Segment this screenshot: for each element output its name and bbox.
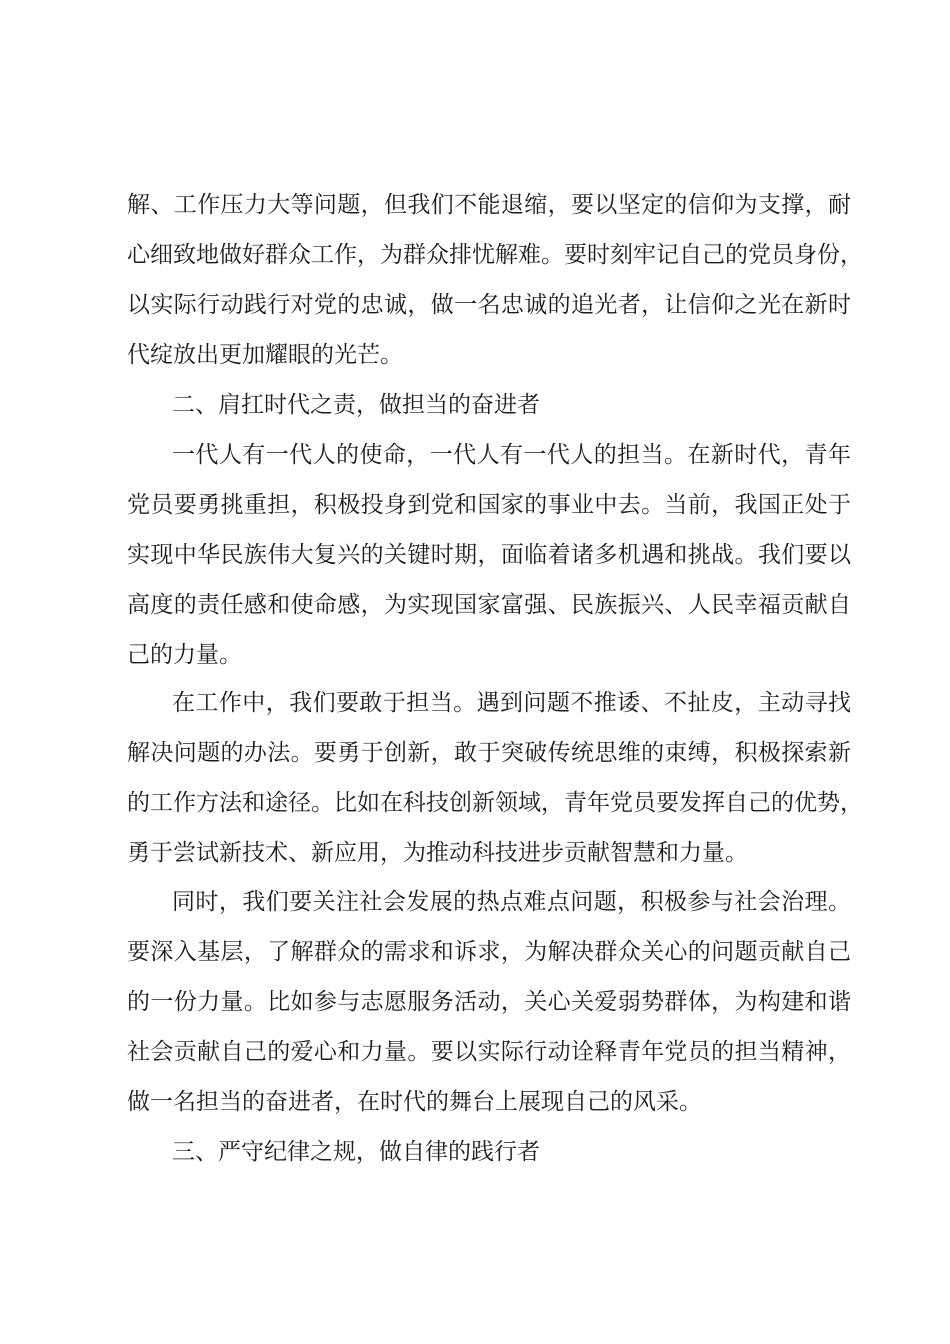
text-line: 实现中华民族伟大复兴的关键时期，面临着诸多机遇和挑战。我们要以 <box>127 542 851 568</box>
text-line: 党员要勇挑重担，积极投身到党和国家的事业中去。当前，我国正处于 <box>127 492 851 518</box>
text-line: 高度的责任感和使命感，为实现国家富强、民族振兴、人民幸福贡献自 <box>127 592 851 618</box>
section-heading: 三、严守纪律之规，做自律的践行者 <box>172 1139 540 1165</box>
text-line: 解决问题的办法。要勇于创新，敢于突破传统思维的束缚，积极探索新 <box>127 740 851 766</box>
text-line: 心细致地做好群众工作，为群众排忧解难。要时刻牢记自己的党员身份， <box>127 242 863 268</box>
text-line: 己的力量。 <box>127 642 242 668</box>
text-line: 的一份力量。比如参与志愿服务活动，关心关爱弱势群体，为构建和谐 <box>127 989 851 1015</box>
text-line: 社会贡献自己的爱心和力量。要以实际行动诠释青年党员的担当精神， <box>127 1039 851 1065</box>
text-line: 解、工作压力大等问题，但我们不能退缩，要以坚定的信仰为支撑，耐 <box>127 192 851 218</box>
text-line: 一代人有一代人的使命，一代人有一代人的担当。在新时代，青年 <box>172 442 851 468</box>
section-heading: 二、肩扛时代之责，做担当的奋进者 <box>172 392 540 418</box>
text-line: 的工作方法和途径。比如在科技创新领域，青年党员要发挥自己的优势， <box>127 790 863 816</box>
text-line: 做一名担当的奋进者，在时代的舞台上展现自己的风采。 <box>127 1089 702 1115</box>
text-line: 同时，我们要关注社会发展的热点难点问题，积极参与社会治理。 <box>172 889 851 915</box>
text-line: 以实际行动践行对党的忠诚，做一名忠诚的追光者，让信仰之光在新时 <box>127 292 851 318</box>
text-line: 要深入基层，了解群众的需求和诉求，为解决群众关心的问题贡献自己 <box>127 939 851 965</box>
text-line: 勇于尝试新技术、新应用，为推动科技进步贡献智慧和力量。 <box>127 840 748 866</box>
text-line: 代绽放出更加耀眼的光芒。 <box>127 342 403 368</box>
text-line: 在工作中，我们要敢于担当。遇到问题不推诿、不扯皮，主动寻找 <box>172 690 851 716</box>
